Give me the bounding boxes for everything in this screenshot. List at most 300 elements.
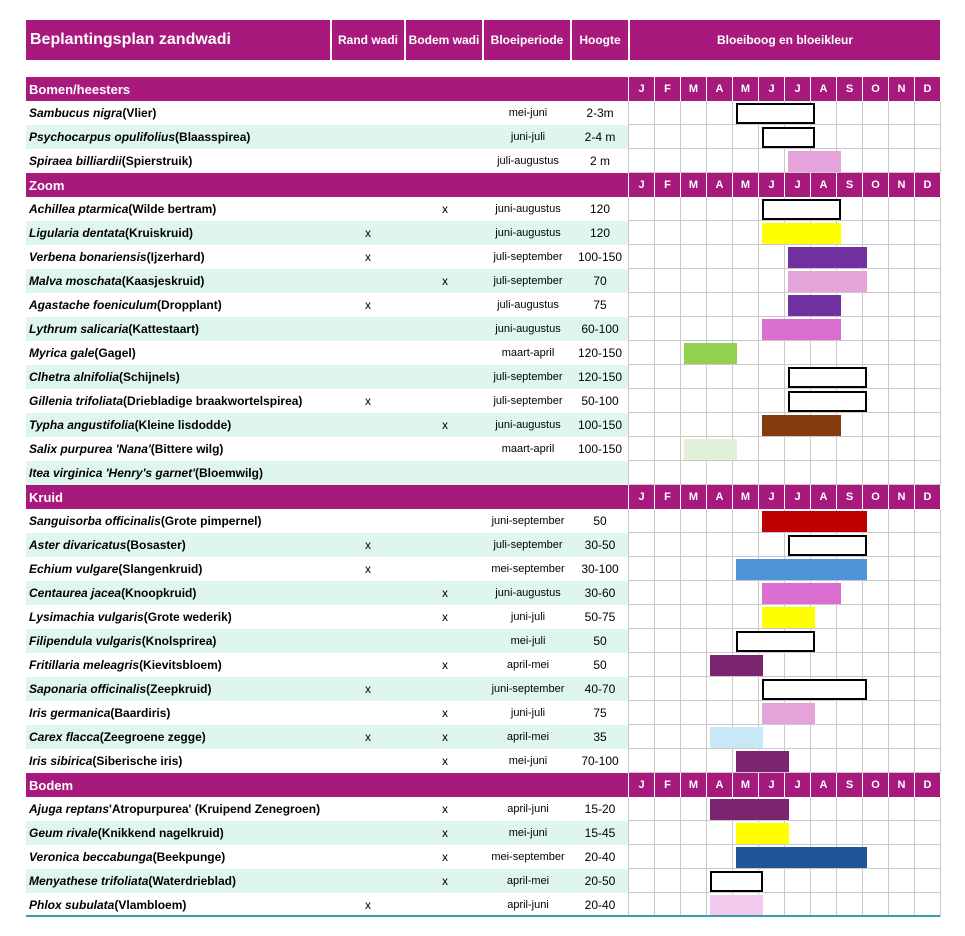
grid-line — [784, 365, 785, 389]
grid-line — [862, 461, 863, 485]
grid-line — [940, 389, 941, 413]
grid-line — [836, 437, 837, 461]
latin-name: Filipendula vulgaris — [29, 634, 142, 648]
grid-line — [940, 509, 941, 533]
bloom-bar — [788, 295, 841, 316]
bloom-bar — [762, 127, 815, 148]
grid-line — [836, 797, 837, 821]
grid-line — [732, 245, 733, 269]
grid-line — [706, 869, 707, 893]
grid-line — [628, 701, 629, 725]
month-header: M — [681, 485, 706, 509]
grid-line — [628, 533, 629, 557]
grid-line — [680, 701, 681, 725]
grid-line — [914, 221, 915, 245]
grid-line — [862, 605, 863, 629]
grid-line — [732, 197, 733, 221]
grid-line — [680, 869, 681, 893]
grid-line — [940, 845, 941, 869]
grid-line — [654, 845, 655, 869]
common-name: (Wilde bertram) — [128, 202, 217, 216]
grid-line — [888, 749, 889, 773]
grid-line — [888, 845, 889, 869]
bloom-bar — [684, 439, 737, 460]
grid-line — [758, 149, 759, 173]
grid-line — [732, 125, 733, 149]
grid-line — [680, 125, 681, 149]
grid-line — [732, 101, 733, 125]
grid-line — [680, 221, 681, 245]
period-cell: juli-augustus — [497, 155, 559, 167]
grid-line — [628, 725, 629, 749]
grid-line — [862, 653, 863, 677]
common-name: (Grote pimpernel) — [160, 514, 262, 528]
plant-name — [26, 557, 330, 581]
grid-line — [862, 869, 863, 893]
grid-line — [628, 653, 629, 677]
grid-line — [914, 725, 915, 749]
month-header: J — [785, 773, 810, 797]
latin-name: Iris germanica — [29, 706, 111, 720]
bodem-cell — [406, 437, 484, 461]
plant-name — [26, 605, 330, 629]
grid-line — [758, 317, 759, 341]
latin-name: Sambucus nigra — [29, 106, 123, 120]
bodem-cell: x — [442, 658, 448, 672]
grid-line — [654, 341, 655, 365]
common-name: (Ijzerhard) — [146, 250, 205, 264]
latin-name: Fritillaria meleagris — [29, 658, 140, 672]
height-cell: 20-50 — [584, 874, 616, 888]
plant-name — [26, 389, 330, 413]
grid-line — [628, 605, 629, 629]
grid-line — [654, 125, 655, 149]
bodem-cell — [406, 221, 484, 245]
grid-line — [732, 557, 733, 581]
rand-cell — [330, 101, 406, 125]
period-cell: mei-juni — [508, 107, 548, 119]
col-header-hoogte: Hoogte — [572, 20, 628, 60]
height-cell: 50-100 — [581, 394, 619, 408]
grid-line — [654, 701, 655, 725]
rand-cell: x — [365, 898, 371, 912]
latin-name: Itea virginica 'Henry's garnet' — [29, 466, 195, 480]
grid-line — [654, 389, 655, 413]
month-header: M — [733, 485, 758, 509]
grid-line — [706, 197, 707, 221]
height-cell: 15-20 — [584, 802, 616, 816]
grid-line — [628, 389, 629, 413]
grid-line — [888, 149, 889, 173]
period-cell: juni-augustus — [495, 227, 561, 239]
height-cell: 2-4 m — [584, 130, 616, 144]
grid-line — [628, 365, 629, 389]
period-cell: mei-juli — [510, 635, 546, 647]
bloom-bar — [762, 223, 841, 244]
grid-line — [888, 389, 889, 413]
grid-line — [680, 893, 681, 917]
grid-line — [706, 509, 707, 533]
grid-line — [706, 317, 707, 341]
grid-line — [758, 413, 759, 437]
grid-line — [758, 221, 759, 245]
month-header: O — [863, 173, 888, 197]
grid-line — [706, 269, 707, 293]
latin-name: Geum rivale — [29, 826, 98, 840]
grid-line — [784, 245, 785, 269]
grid-line — [680, 341, 681, 365]
grid-line — [732, 221, 733, 245]
grid-line — [888, 797, 889, 821]
month-header: D — [915, 773, 940, 797]
bloom-bar — [736, 847, 867, 868]
bloom-bar — [684, 343, 737, 364]
rand-cell: x — [365, 394, 371, 408]
period-cell: juni-augustus — [495, 587, 561, 599]
grid-line — [940, 461, 941, 485]
bodem-cell — [406, 557, 484, 581]
plant-name — [26, 221, 330, 245]
plant-name — [26, 197, 330, 221]
height-cell: 40-70 — [584, 682, 616, 696]
grid-line — [654, 821, 655, 845]
height-cell: 100-150 — [577, 250, 623, 264]
grid-line — [784, 653, 785, 677]
common-name: (Kievitsbloem) — [139, 658, 222, 672]
period-cell: mei-september — [491, 563, 565, 575]
period-cell — [484, 461, 572, 485]
bloom-bar — [788, 271, 867, 292]
bodem-cell — [406, 365, 484, 389]
common-name: (Slangenkruid) — [118, 562, 203, 576]
bloom-bar — [788, 247, 867, 268]
grid-line — [732, 317, 733, 341]
grid-line — [888, 653, 889, 677]
grid-line — [940, 341, 941, 365]
bodem-cell: x — [442, 826, 448, 840]
rand-cell — [330, 605, 406, 629]
grid-line — [888, 869, 889, 893]
month-header: F — [655, 173, 680, 197]
grid-line — [810, 893, 811, 917]
rand-cell — [330, 509, 406, 533]
height-cell: 120 — [589, 226, 611, 240]
grid-line — [940, 413, 941, 437]
common-name: (Kleine lisdodde) — [134, 418, 232, 432]
grid-line — [680, 725, 681, 749]
grid-line — [732, 365, 733, 389]
bloom-bar — [736, 751, 789, 772]
common-name: (Knolsprirea) — [141, 634, 217, 648]
bodem-cell — [406, 533, 484, 557]
grid-line — [888, 125, 889, 149]
height-cell: 60-100 — [581, 322, 619, 336]
period-cell: april-juni — [507, 899, 549, 911]
height-cell: 120-150 — [577, 370, 623, 384]
plant-name — [26, 245, 330, 269]
grid-line — [706, 725, 707, 749]
month-header: S — [837, 77, 862, 101]
grid-line — [940, 317, 941, 341]
bodem-cell: x — [442, 706, 448, 720]
period-cell: juni-augustus — [495, 419, 561, 431]
grid-line — [628, 221, 629, 245]
grid-line — [862, 317, 863, 341]
grid-line — [888, 581, 889, 605]
period-cell: juni-juli — [510, 131, 546, 143]
grid-line — [732, 845, 733, 869]
grid-line — [654, 149, 655, 173]
rand-cell — [330, 797, 406, 821]
rand-cell — [330, 653, 406, 677]
plant-name — [26, 149, 330, 173]
common-name: (Baardiris) — [110, 706, 171, 720]
grid-line — [706, 845, 707, 869]
grid-line — [654, 581, 655, 605]
bloom-bar — [736, 103, 815, 124]
month-header: A — [707, 485, 732, 509]
month-header: A — [707, 173, 732, 197]
grid-line — [836, 821, 837, 845]
common-name: (Beekpunge) — [152, 850, 226, 864]
grid-line — [836, 701, 837, 725]
common-name: (Zeegroene zegge) — [99, 730, 206, 744]
height-cell: 35 — [593, 730, 607, 744]
grid-line — [862, 125, 863, 149]
grid-line — [940, 437, 941, 461]
plant-name — [26, 341, 330, 365]
rand-cell — [330, 269, 406, 293]
month-header: J — [759, 773, 784, 797]
common-name: (Schijnels) — [119, 370, 180, 384]
height-cell: 75 — [593, 706, 607, 720]
grid-line — [940, 221, 941, 245]
grid-line — [680, 653, 681, 677]
grid-line — [940, 149, 941, 173]
grid-line — [628, 197, 629, 221]
month-header: J — [785, 485, 810, 509]
grid-line — [810, 749, 811, 773]
period-cell: juni-juli — [510, 611, 546, 623]
rand-cell: x — [365, 730, 371, 744]
common-name: (Knoopkruid) — [121, 586, 197, 600]
grid-line — [680, 149, 681, 173]
month-header: D — [915, 173, 940, 197]
grid-line — [940, 125, 941, 149]
grid-line — [680, 557, 681, 581]
period-cell: maart-april — [501, 443, 555, 455]
period-cell: juni-september — [491, 515, 565, 527]
common-name: (Bloemwilg) — [194, 466, 263, 480]
grid-line — [862, 725, 863, 749]
grid-line — [758, 461, 759, 485]
grid-line — [628, 821, 629, 845]
grid-line — [758, 125, 759, 149]
grid-line — [706, 581, 707, 605]
grid-line — [758, 581, 759, 605]
grid-line — [706, 797, 707, 821]
grid-line — [758, 365, 759, 389]
grid-line — [940, 749, 941, 773]
bloom-bar — [788, 391, 867, 412]
grid-line — [784, 893, 785, 917]
grid-line — [862, 797, 863, 821]
bodem-cell: x — [442, 874, 448, 888]
grid-line — [654, 749, 655, 773]
grid-line — [836, 749, 837, 773]
grid-line — [680, 197, 681, 221]
plant-name — [26, 509, 330, 533]
latin-name: Centaurea jacea — [29, 586, 122, 600]
period-cell: april-juni — [507, 803, 549, 815]
bodem-cell — [406, 509, 484, 533]
grid-line — [706, 653, 707, 677]
bloom-bar — [762, 199, 841, 220]
period-cell: juni-september — [491, 683, 565, 695]
grid-line — [654, 725, 655, 749]
grid-line — [940, 677, 941, 701]
bloom-bar — [710, 895, 763, 916]
common-name: (Bosaster) — [126, 538, 186, 552]
bloom-bar — [710, 727, 763, 748]
month-header: J — [629, 773, 654, 797]
common-name: (Gagel) — [94, 346, 136, 360]
height-cell: 70 — [593, 274, 607, 288]
plant-name — [26, 797, 330, 821]
grid-line — [732, 629, 733, 653]
grid-line — [940, 269, 941, 293]
month-header: F — [655, 77, 680, 101]
height-cell: 70-100 — [581, 754, 619, 768]
month-header: J — [629, 485, 654, 509]
grid-line — [654, 557, 655, 581]
grid-line — [758, 677, 759, 701]
period-cell: juni-augustus — [495, 323, 561, 335]
grid-line — [862, 149, 863, 173]
month-header: A — [811, 773, 836, 797]
bodem-cell — [406, 893, 484, 917]
latin-name: Aster divaricatus — [29, 538, 127, 552]
bodem-cell — [406, 389, 484, 413]
grid-line — [784, 269, 785, 293]
plant-name — [26, 413, 330, 437]
section-header: Bodem — [26, 773, 628, 797]
rand-cell — [330, 317, 406, 341]
grid-line — [628, 125, 629, 149]
grid-line — [940, 533, 941, 557]
grid-line — [888, 461, 889, 485]
period-cell: mei-september — [491, 851, 565, 863]
plant-name — [26, 869, 330, 893]
month-header: M — [681, 77, 706, 101]
grid-line — [862, 893, 863, 917]
rand-cell — [330, 629, 406, 653]
rand-cell — [330, 821, 406, 845]
grid-line — [862, 221, 863, 245]
bodem-cell — [406, 149, 484, 173]
height-cell: 50-75 — [584, 610, 616, 624]
grid-line — [836, 893, 837, 917]
bloom-bar — [762, 319, 841, 340]
grid-line — [680, 245, 681, 269]
month-header: J — [785, 77, 810, 101]
rand-cell — [330, 461, 406, 485]
grid-line — [940, 893, 941, 917]
height-cell: 20-40 — [584, 850, 616, 864]
grid-line — [888, 437, 889, 461]
latin-name: Sanguisorba officinalis — [29, 514, 161, 528]
grid-line — [888, 101, 889, 125]
grid-line — [706, 125, 707, 149]
grid-line — [706, 893, 707, 917]
grid-line — [706, 221, 707, 245]
grid-line — [732, 581, 733, 605]
bloom-bar — [788, 367, 867, 388]
plant-name — [26, 581, 330, 605]
latin-name: Spiraea billiardii — [29, 154, 122, 168]
plant-name — [26, 821, 330, 845]
grid-line — [914, 245, 915, 269]
grid-line — [706, 557, 707, 581]
grid-line — [914, 197, 915, 221]
grid-line — [706, 245, 707, 269]
grid-line — [836, 101, 837, 125]
height-cell: 50 — [593, 634, 607, 648]
height-cell: 100-150 — [577, 442, 623, 456]
plant-name — [26, 365, 330, 389]
grid-line — [888, 365, 889, 389]
period-cell: april-mei — [506, 731, 550, 743]
grid-line — [680, 461, 681, 485]
common-name: (Grote wederik) — [143, 610, 232, 624]
grid-line — [680, 269, 681, 293]
grid-line — [654, 509, 655, 533]
month-header: A — [811, 173, 836, 197]
latin-name: Saponaria officinalis — [29, 682, 147, 696]
common-name: (Driebladige braakwortelspirea) — [123, 394, 303, 408]
grid-line — [888, 293, 889, 317]
bodem-cell: x — [442, 610, 448, 624]
plant-name — [26, 125, 330, 149]
rand-cell — [330, 701, 406, 725]
grid-line — [680, 389, 681, 413]
latin-name: Ligularia dentata — [29, 226, 126, 240]
bloom-bar — [762, 583, 841, 604]
plant-name — [26, 293, 330, 317]
height-cell: 30-100 — [581, 562, 619, 576]
grid-line — [680, 677, 681, 701]
plant-name — [26, 893, 330, 917]
grid-line — [732, 413, 733, 437]
grid-line — [940, 581, 941, 605]
month-header: N — [889, 77, 914, 101]
bodem-cell — [406, 341, 484, 365]
bodem-cell — [406, 245, 484, 269]
height-cell — [572, 461, 628, 485]
grid-line — [654, 653, 655, 677]
month-header: O — [863, 77, 888, 101]
month-header: J — [629, 173, 654, 197]
height-cell: 30-60 — [584, 586, 616, 600]
grid-line — [758, 701, 759, 725]
grid-line — [914, 533, 915, 557]
grid-line — [654, 293, 655, 317]
grid-line — [706, 413, 707, 437]
grid-line — [810, 461, 811, 485]
latin-name: Achillea ptarmica — [29, 202, 129, 216]
grid-line — [862, 197, 863, 221]
bodem-cell — [406, 461, 484, 485]
